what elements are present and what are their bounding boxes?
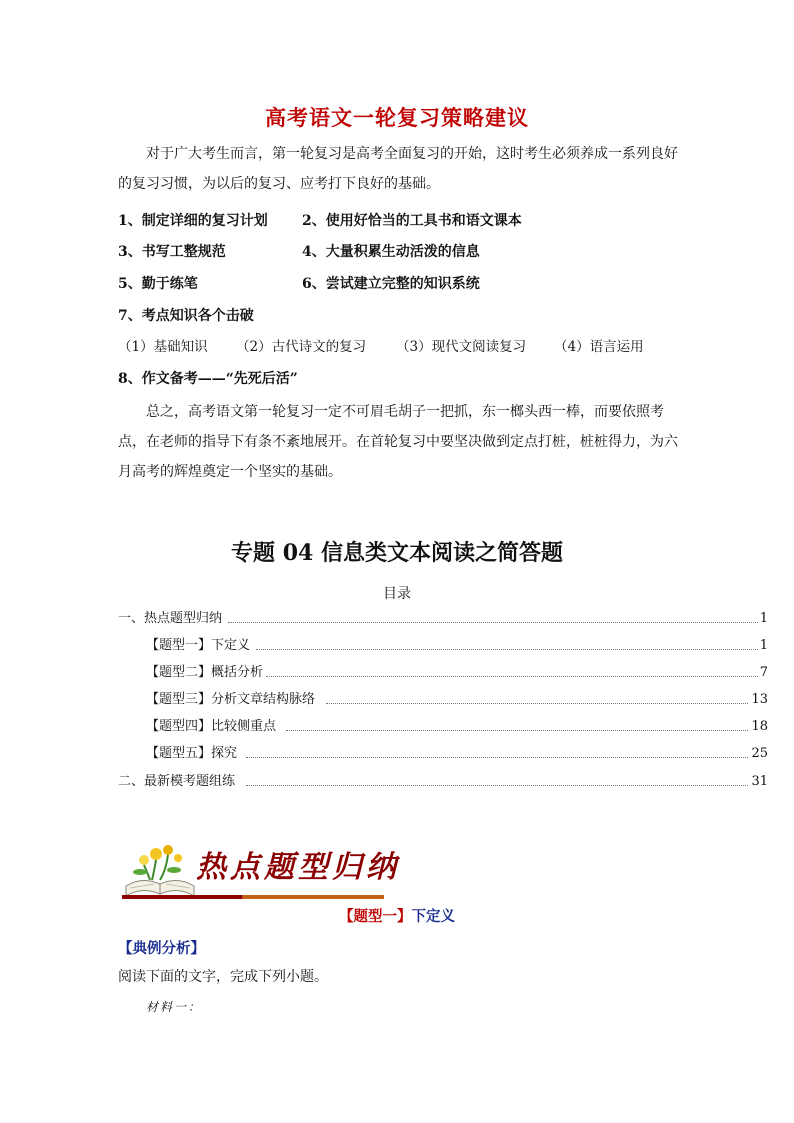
- toc-entry-text: 【题型一】下定义: [146, 636, 252, 656]
- toc-entry[interactable]: [146, 663, 768, 683]
- toc-entry-text: 【题型二】概括分析: [146, 663, 265, 683]
- topic-title: 专题 04 信息类文本阅读之简答题: [231, 540, 563, 566]
- toc-entry-page: 7: [758, 663, 768, 683]
- toc-entry-page: 1: [758, 609, 768, 629]
- subtopic-modern: （3）现代文阅读复习: [396, 339, 527, 355]
- toc-entry[interactable]: [146, 636, 768, 656]
- toc-leader: [286, 730, 752, 731]
- tip-7-subtopics: [118, 337, 678, 357]
- toc-entry-text: 【题型五】探究: [146, 744, 239, 764]
- material-label: 材料一：: [146, 1000, 203, 1014]
- main-title: 高考语文一轮复习策略建议: [265, 106, 529, 130]
- tip-6: 6、尝试建立完整的知识系统: [302, 276, 480, 292]
- toc-entry[interactable]: [146, 744, 768, 764]
- toc-leader: [256, 649, 758, 650]
- toc-leader: [266, 676, 758, 677]
- tip-2: 2、使用好恰当的工具书和语文课本: [302, 213, 522, 229]
- reading-instruction: 阅读下面的文字，完成下列小题。: [118, 969, 328, 985]
- toc-leader: [246, 757, 752, 758]
- conclusion-paragraph: 总之，高考语文第一轮复习一定不可眉毛胡子一把抓，东一榔头西一棒，而要依照考点，在老师的指导下有条不紊地展开。在首轮复习中要坚决做到定点打桩，桩桩得力，为六月高考的辉煌奠定一个坚实的基础。: [118, 404, 678, 480]
- tip-7: 7、考点知识各个击破: [118, 308, 254, 324]
- toc-leader: [326, 703, 752, 704]
- toc-entry[interactable]: [146, 690, 768, 710]
- tip-8: 8、作文备考——“先死后活”: [118, 371, 298, 387]
- intro-paragraph: 对于广大考生而言，第一轮复习是高考全面复习的开始，这时考生必须养成一系列良好的复习习惯，为以后的复习、应考打下良好的基础。: [118, 146, 678, 192]
- toc-entry[interactable]: [118, 609, 768, 629]
- toc-entry-text: 【题型三】分析文章结构脉络: [146, 690, 317, 710]
- banner-title: 热点题型归纳: [196, 850, 400, 885]
- tip-5: 5、勤于练笔: [118, 276, 198, 292]
- subtopic-basic: （1）基础知识: [118, 339, 208, 355]
- question-type-tag: 【题型一】: [339, 908, 412, 925]
- section-banner: [122, 840, 400, 902]
- toc-entry[interactable]: [118, 772, 768, 792]
- toc-heading: 目录: [383, 586, 411, 602]
- toc-entry-page: 25: [749, 744, 768, 764]
- subtopic-language: （4）语言运用: [554, 339, 644, 355]
- toc-entry-text: 一、热点题型归纳: [118, 609, 224, 629]
- toc-entry-text: 二、最新模考题组练: [118, 772, 237, 792]
- question-type-name: 下定义: [411, 908, 455, 925]
- tip-1: 1、制定详细的复习计划: [118, 213, 268, 229]
- toc-entry-text: 【题型四】比较侧重点: [146, 717, 278, 737]
- toc-leader: [246, 785, 752, 786]
- toc-entry-page: 13: [749, 690, 768, 710]
- toc-entry-page: 1: [758, 636, 768, 656]
- toc-entry-page: 18: [749, 717, 768, 737]
- subtopic-classical: （2）古代诗文的复习: [236, 339, 367, 355]
- question-type-title: [0, 905, 794, 926]
- example-analysis-label: 【典例分析】: [118, 940, 205, 957]
- tip-3: 3、书写工整规范: [118, 244, 226, 260]
- toc-entry[interactable]: [146, 717, 768, 737]
- tip-4: 4、大量积累生动活泼的信息: [302, 244, 480, 260]
- toc-entry-page: 31: [749, 772, 768, 792]
- toc-leader: [228, 622, 758, 623]
